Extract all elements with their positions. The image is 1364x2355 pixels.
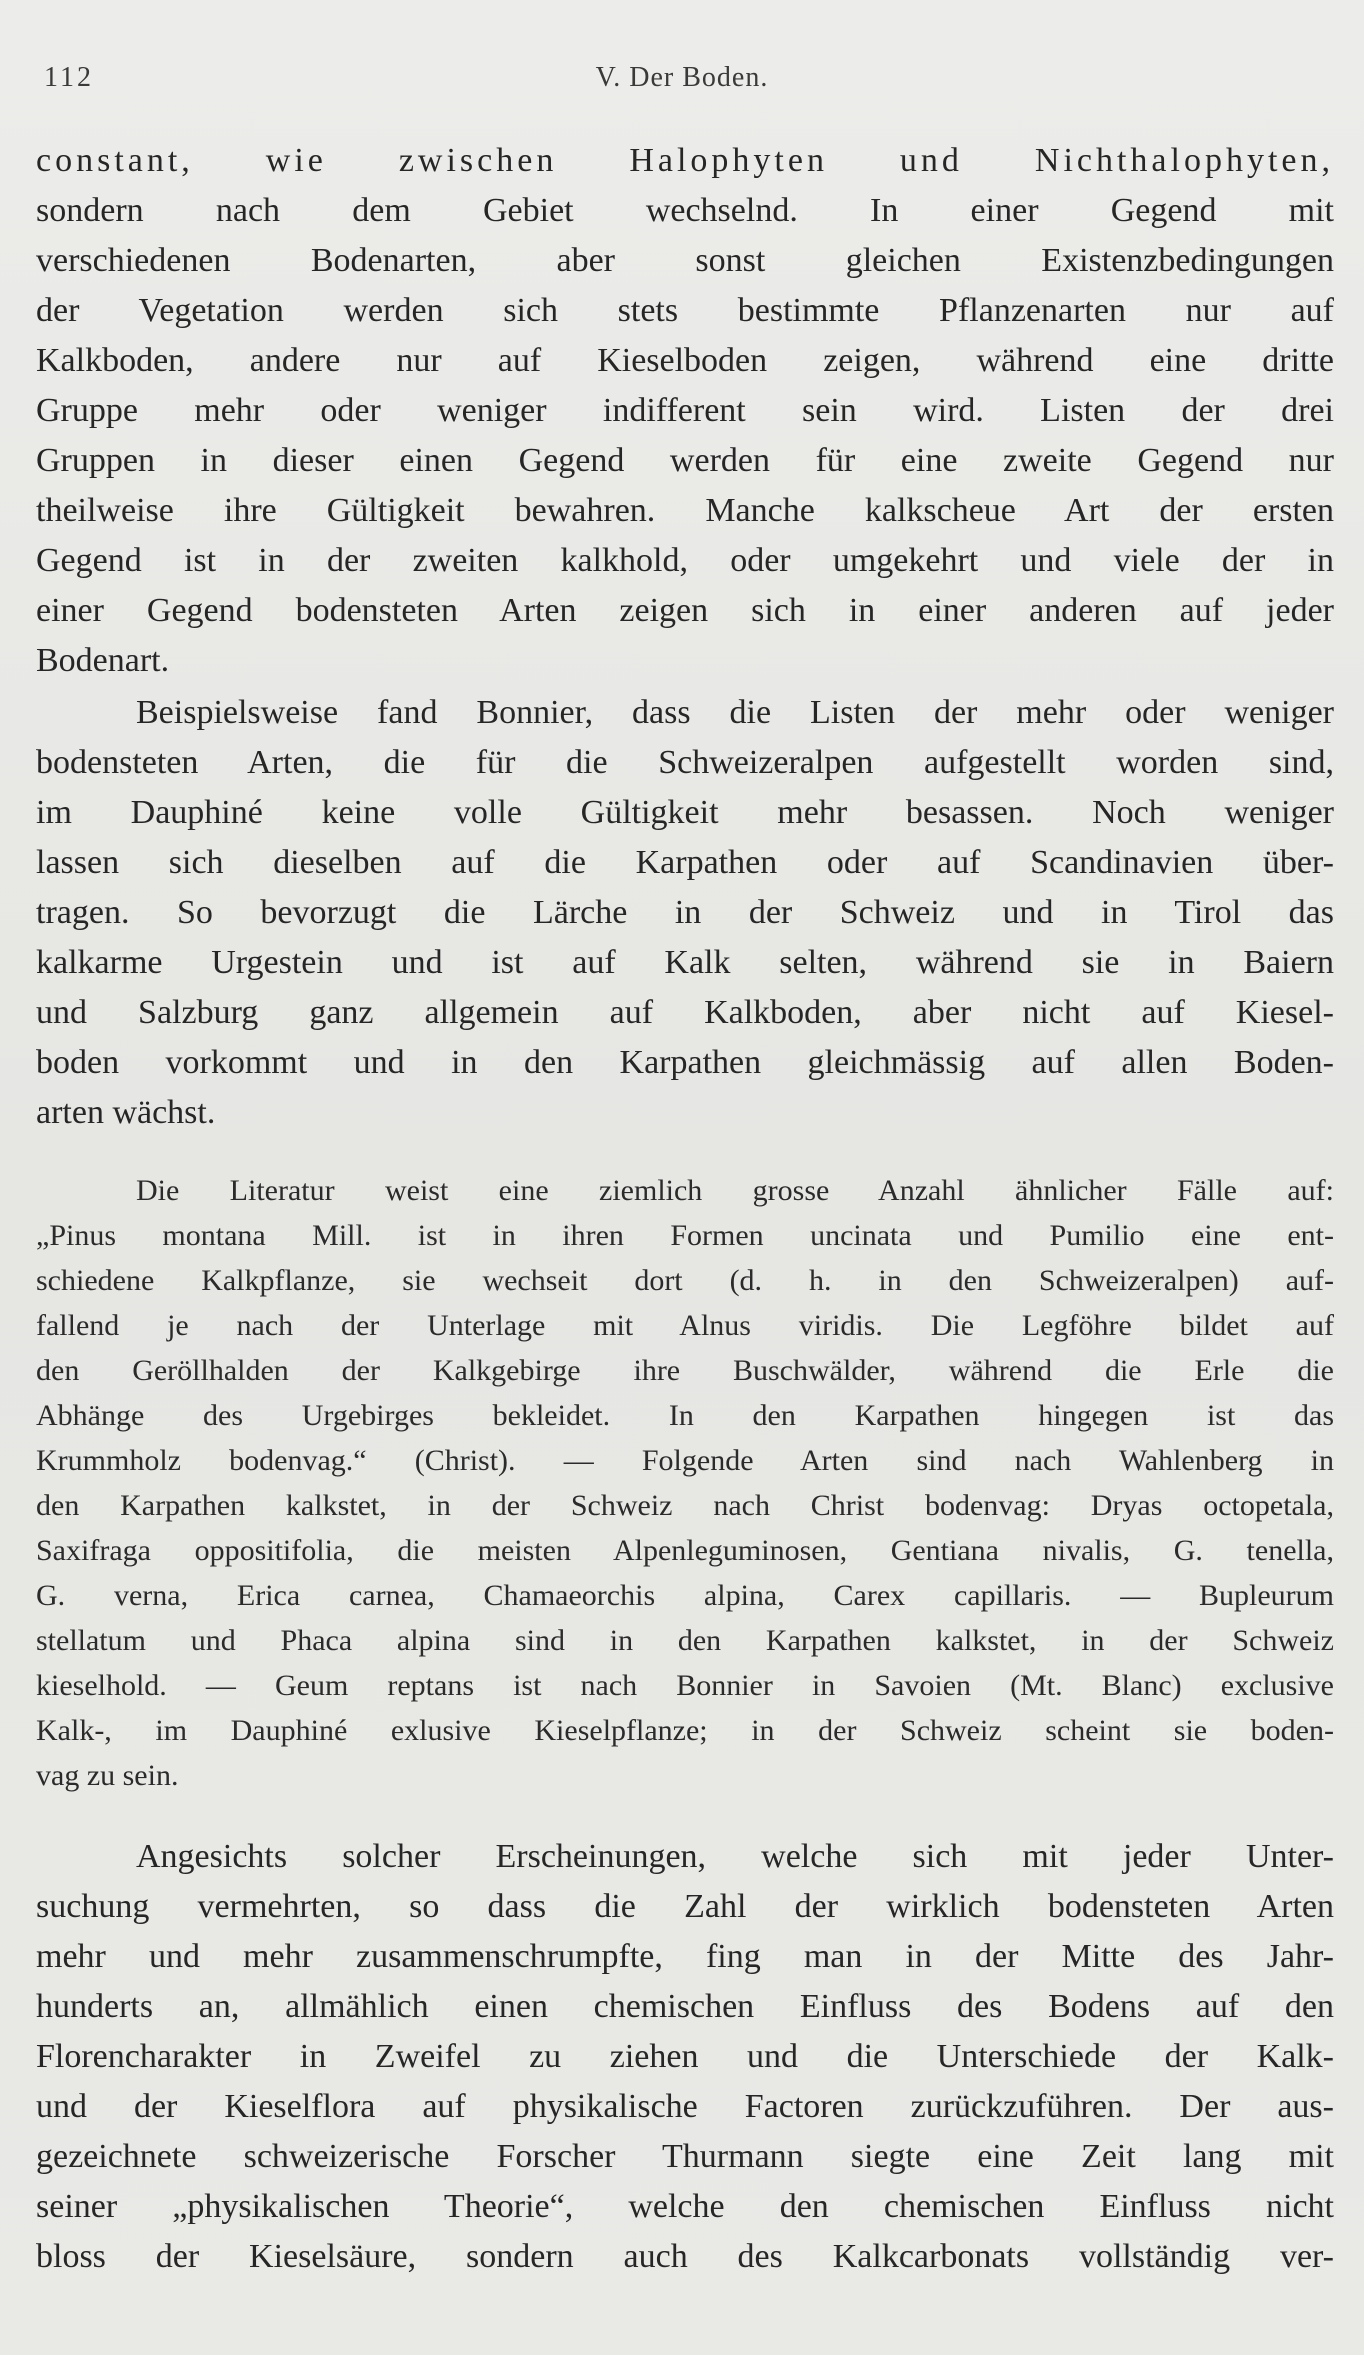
text-line: gezeichnete schweizerische Forscher Thurmann siegte eine Zeit lang mit: [36, 2138, 1334, 2175]
text-line: bodensteten Arten, die für die Schweizeralpen aufgestellt worden sind,: [36, 744, 1334, 781]
text-line: tragen. So bevorzugt die Lärche in der Schweiz und in Tirol das: [36, 894, 1334, 931]
text-line: den Geröllhalden der Kalkgebirge ihre Buschwälder, während die Erle die: [36, 1354, 1334, 1387]
text-line: Kalk-, im Dauphiné exlusive Kieselpflanze; in der Schweiz scheint sie boden-: [36, 1714, 1334, 1747]
text-line: boden vorkommt und in den Karpathen gleichmässig auf allen Boden-: [36, 1044, 1334, 1081]
text-line: im Dauphiné keine volle Gültigkeit mehr besassen. Noch weniger: [36, 794, 1334, 831]
text-line: Kalkboden, andere nur auf Kieselboden zeigen, während eine dritte: [36, 342, 1334, 379]
text-line: Die Literatur weist eine ziemlich grosse Anzahl ähnlicher Fälle auf:: [136, 1174, 1334, 1207]
text-line: „Pinus montana Mill. ist in ihren Formen uncinata und Pumilio eine ent-: [36, 1219, 1334, 1252]
text-line: sondern nach dem Gebiet wechselnd. In einer Gegend mit: [36, 192, 1334, 229]
text-line: Krummholz bodenvag.“ (Christ). — Folgende Arten sind nach Wahlenberg in: [36, 1444, 1334, 1477]
text-line: bloss der Kieselsäure, sondern auch des Kalkcarbonats vollständig ver-: [36, 2238, 1334, 2275]
text-line: Abhänge des Urgebirges bekleidet. In den Karpathen hingegen ist das: [36, 1399, 1334, 1432]
text-line: theilweise ihre Gültigkeit bewahren. Manche kalkscheue Art der ersten: [36, 492, 1334, 529]
text-line: kalkarme Urgestein und ist auf Kalk selten, während sie in Baiern: [36, 944, 1334, 981]
text-line: schiedene Kalkpflanze, sie wechseit dort (d. h. in den Schweizeralpen) auf-: [36, 1264, 1334, 1297]
text-line: fallend je nach der Unterlage mit Alnus viridis. Die Legföhre bildet auf: [36, 1309, 1334, 1342]
text-line: der Vegetation werden sich stets bestimmte Pflanzenarten nur auf: [36, 292, 1334, 329]
text-line: und der Kieselflora auf physikalische Factoren zurückzuführen. Der aus-: [36, 2088, 1334, 2125]
text-line: Gruppe mehr oder weniger indifferent sein wird. Listen der drei: [36, 392, 1334, 429]
text-line: stellatum und Phaca alpina sind in den Karpathen kalkstet, in der Schweiz: [36, 1624, 1334, 1657]
text-line: seiner „physikalischen Theorie“, welche den chemischen Einfluss nicht: [36, 2188, 1334, 2225]
text-line: Beispielsweise fand Bonnier, dass die Listen der mehr oder weniger: [136, 694, 1334, 731]
text-line: Saxifraga oppositifolia, die meisten Alpenleguminosen, Gentiana nivalis, G. tenella,: [36, 1534, 1334, 1567]
page-number: 112: [44, 62, 94, 93]
text-line: Gegend ist in der zweiten kalkhold, oder umgekehrt und viele der in: [36, 542, 1334, 579]
text-line: arten wächst.: [36, 1094, 216, 1131]
running-head: [44, 62, 1320, 102]
text-line: und Salzburg ganz allgemein auf Kalkboden, aber nicht auf Kiesel-: [36, 994, 1334, 1031]
text-line: constant, wie zwischen Halophyten und Nichthalophyten,: [36, 142, 1334, 179]
text-line: Bodenart.: [36, 642, 170, 679]
text-line: Florencharakter in Zweifel zu ziehen und die Unterschiede der Kalk-: [36, 2038, 1334, 2075]
text-line: einer Gegend bodensteten Arten zeigen sich in einer anderen auf jeder: [36, 592, 1334, 629]
text-line: lassen sich dieselben auf die Karpathen oder auf Scandinavien über-: [36, 844, 1334, 881]
text-line: G. verna, Erica carnea, Chamaeorchis alpina, Carex capillaris. — Bupleurum: [36, 1579, 1334, 1612]
text-line: Gruppen in dieser einen Gegend werden für eine zweite Gegend nur: [36, 442, 1334, 479]
text-line: kieselhold. — Geum reptans ist nach Bonnier in Savoien (Mt. Blanc) exclusive: [36, 1669, 1334, 1702]
chapter-title: V. Der Boden.: [595, 62, 769, 93]
text-line: suchung vermehrten, so dass die Zahl der wirklich bodensteten Arten: [36, 1888, 1334, 1925]
text-line: vag zu sein.: [36, 1759, 179, 1792]
text-line: verschiedenen Bodenarten, aber sonst gleichen Existenzbedingungen: [36, 242, 1334, 279]
text-line: mehr und mehr zusammenschrumpfte, fing man in der Mitte des Jahr-: [36, 1938, 1334, 1975]
text-line: Angesichts solcher Erscheinungen, welche sich mit jeder Unter-: [136, 1838, 1334, 1875]
text-line: hunderts an, allmählich einen chemischen Einfluss des Bodens auf den: [36, 1988, 1334, 2025]
text-line: den Karpathen kalkstet, in der Schweiz nach Christ bodenvag: Dryas octopetala,: [36, 1489, 1334, 1522]
